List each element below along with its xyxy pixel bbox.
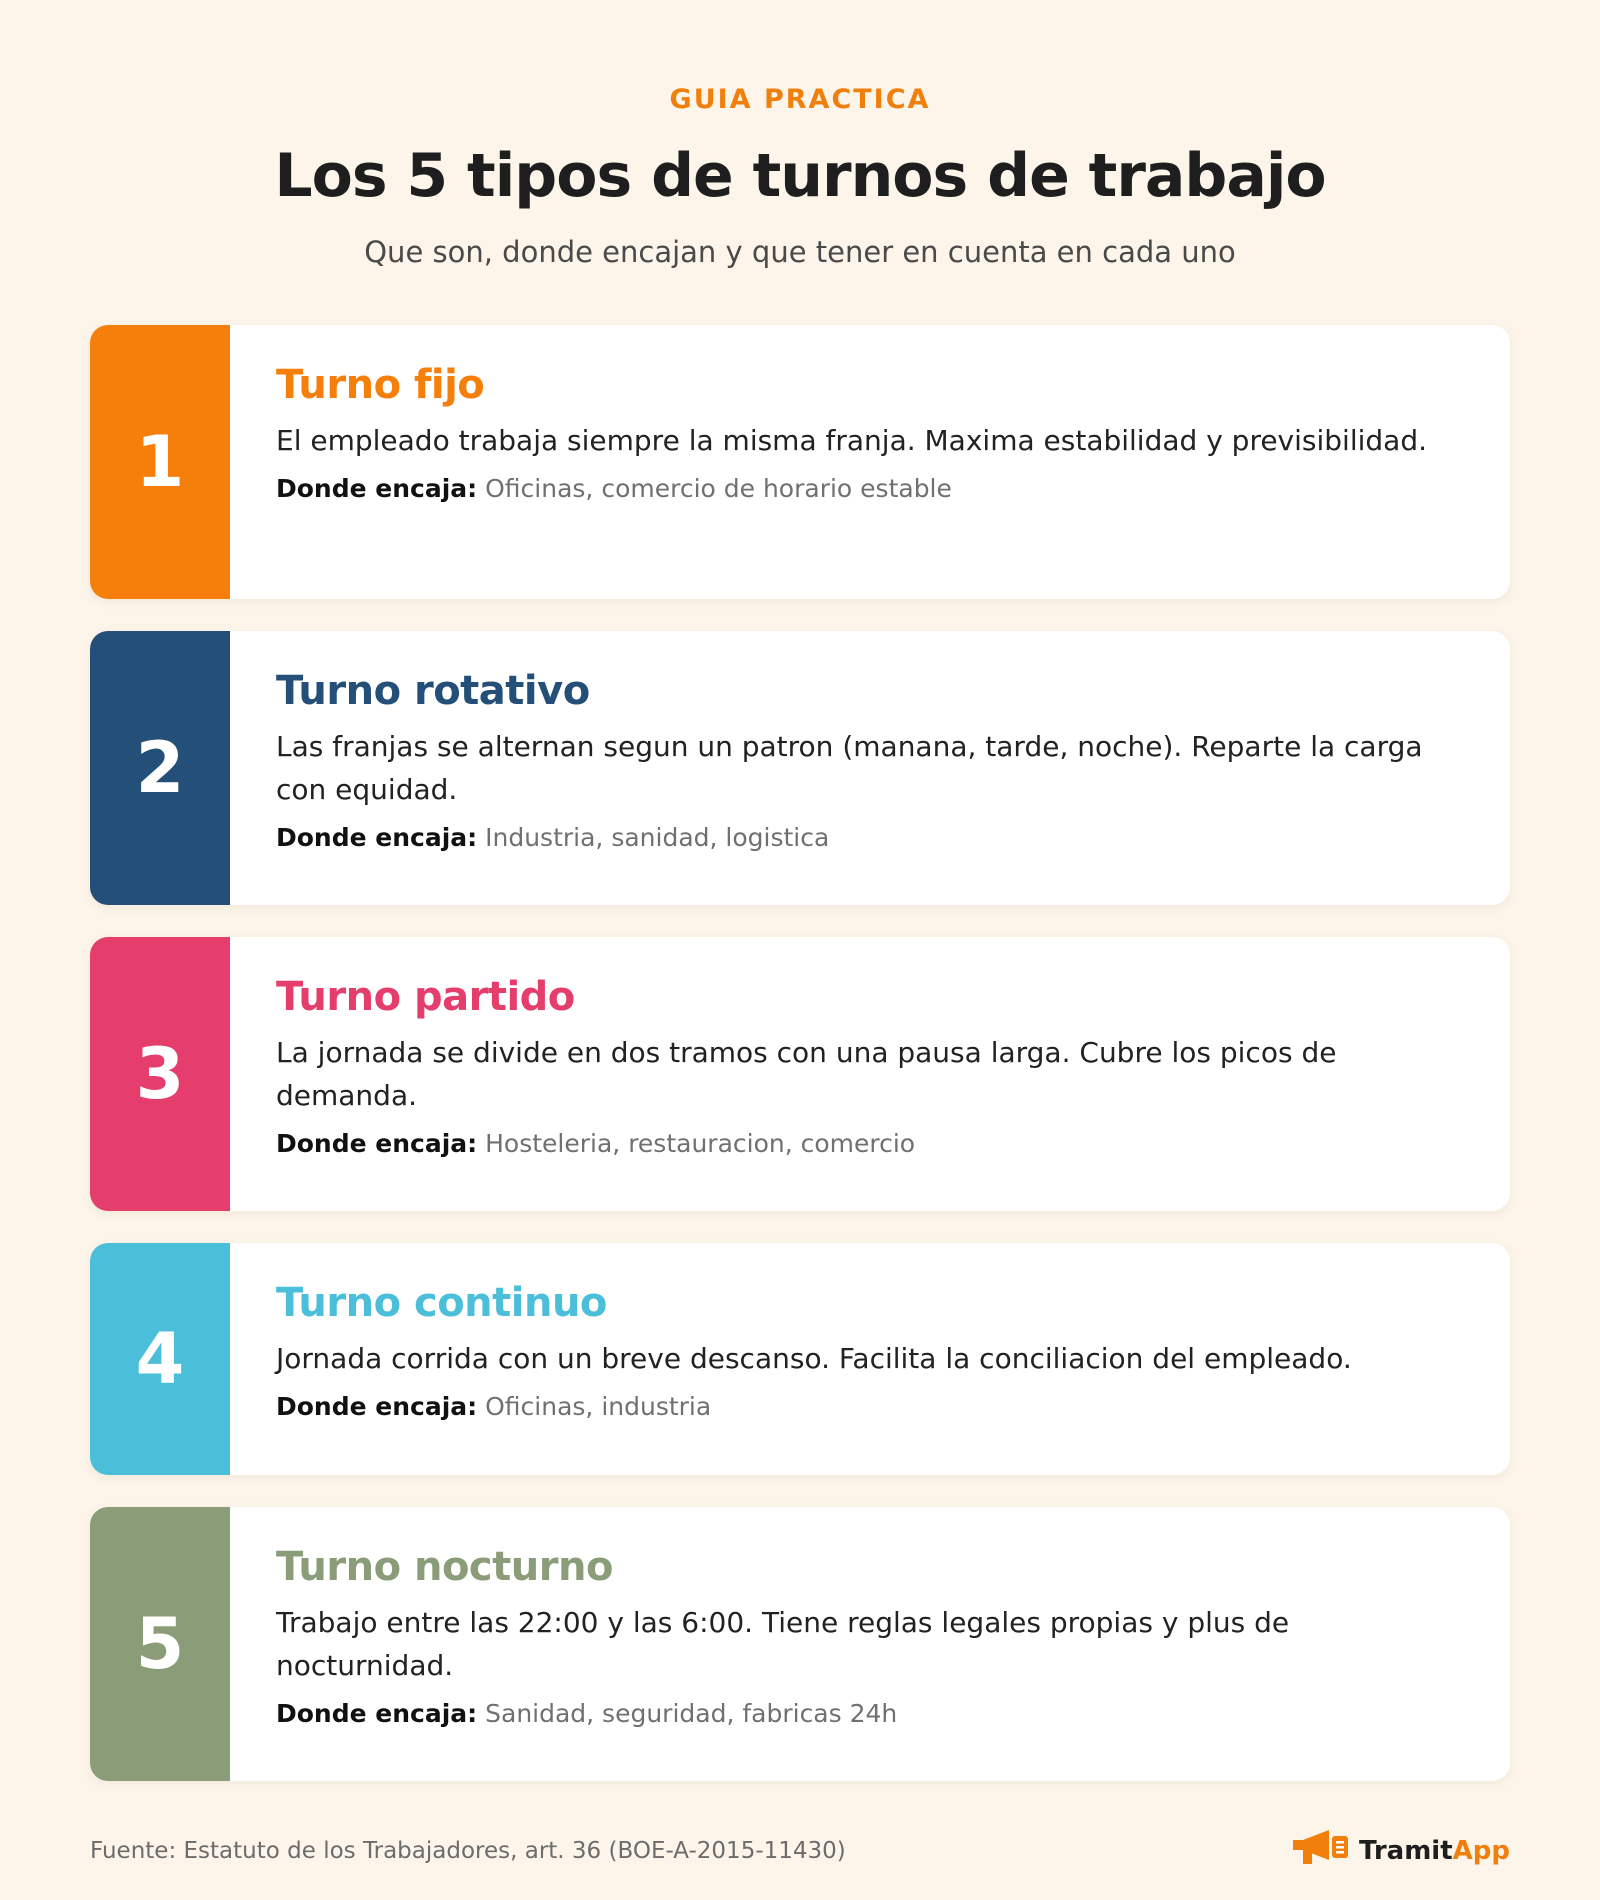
card-description: Jornada corrida con un breve descanso. Facilita la conciliacion del empleado. <box>276 1342 1352 1375</box>
fit-value: Oficinas, industria <box>485 1392 712 1421</box>
brand-name-part1: Tramit <box>1358 1835 1453 1866</box>
shift-card-rotativo <box>90 631 1510 905</box>
fit-label: Donde encaja: <box>276 1392 478 1421</box>
card-body <box>230 937 1510 1211</box>
card-fit <box>276 1129 1470 1158</box>
card-title: Turno partido <box>276 974 575 1020</box>
card-number: 1 <box>90 325 230 599</box>
shift-card-fijo <box>90 325 1510 599</box>
card-number: 4 <box>90 1243 230 1475</box>
fit-label: Donde encaja: <box>276 1129 478 1158</box>
card-description: Las franjas se alternan segun un patron (manana, tarde, noche). Reparte la carga con equidad. <box>276 730 1423 806</box>
card-body <box>230 1243 1510 1475</box>
card-title: Turno nocturno <box>276 1544 613 1590</box>
shift-type-list <box>90 325 1510 1813</box>
fit-label: Donde encaja: <box>276 823 478 852</box>
brand-name <box>1359 1836 1510 1866</box>
megaphone-icon <box>1289 1826 1351 1875</box>
card-title: Turno continuo <box>276 1280 607 1326</box>
page-title: Los 5 tipos de turnos de trabajo <box>274 141 1326 211</box>
card-fit <box>276 1392 1470 1421</box>
card-body <box>230 631 1510 905</box>
card-fit <box>276 1699 1470 1728</box>
card-body <box>230 1507 1510 1781</box>
card-description: La jornada se divide en dos tramos con una pausa larga. Cubre los picos de demanda. <box>276 1036 1337 1112</box>
card-description: Trabajo entre las 22:00 y las 6:00. Tiene reglas legales propias y plus de nocturnidad. <box>276 1606 1290 1682</box>
card-number: 2 <box>90 631 230 905</box>
fit-value: Industria, sanidad, logistica <box>485 823 830 852</box>
fit-label: Donde encaja: <box>276 1699 478 1728</box>
fit-label: Donde encaja: <box>276 474 478 503</box>
card-fit <box>276 823 1470 852</box>
fit-value: Oficinas, comercio de horario estable <box>485 474 952 503</box>
shift-card-continuo <box>90 1243 1510 1475</box>
card-fit <box>276 474 1470 503</box>
eyebrow: GUIA PRACTICA <box>669 84 931 115</box>
card-description: El empleado trabaja siempre la misma franja. Maxima estabilidad y previsibilidad. <box>276 424 1427 457</box>
page-subtitle: Que son, donde encajan y que tener en cuenta en cada uno <box>364 235 1236 269</box>
card-number: 3 <box>90 937 230 1211</box>
shift-card-partido <box>90 937 1510 1211</box>
shift-card-nocturno <box>90 1507 1510 1781</box>
fit-value: Hosteleria, restauracion, comercio <box>485 1129 916 1158</box>
card-title: Turno fijo <box>276 362 485 408</box>
header <box>0 0 1600 269</box>
fit-value: Sanidad, seguridad, fabricas 24h <box>485 1699 898 1728</box>
source-footnote: Fuente: Estatuto de los Trabajadores, art. 36 (BOE-A-2015-11430) <box>90 1838 846 1864</box>
brand-name-part2: App <box>1452 1835 1510 1866</box>
card-body <box>230 325 1510 599</box>
brand-logo <box>1289 1826 1510 1875</box>
card-number: 5 <box>90 1507 230 1781</box>
card-title: Turno rotativo <box>276 668 590 714</box>
